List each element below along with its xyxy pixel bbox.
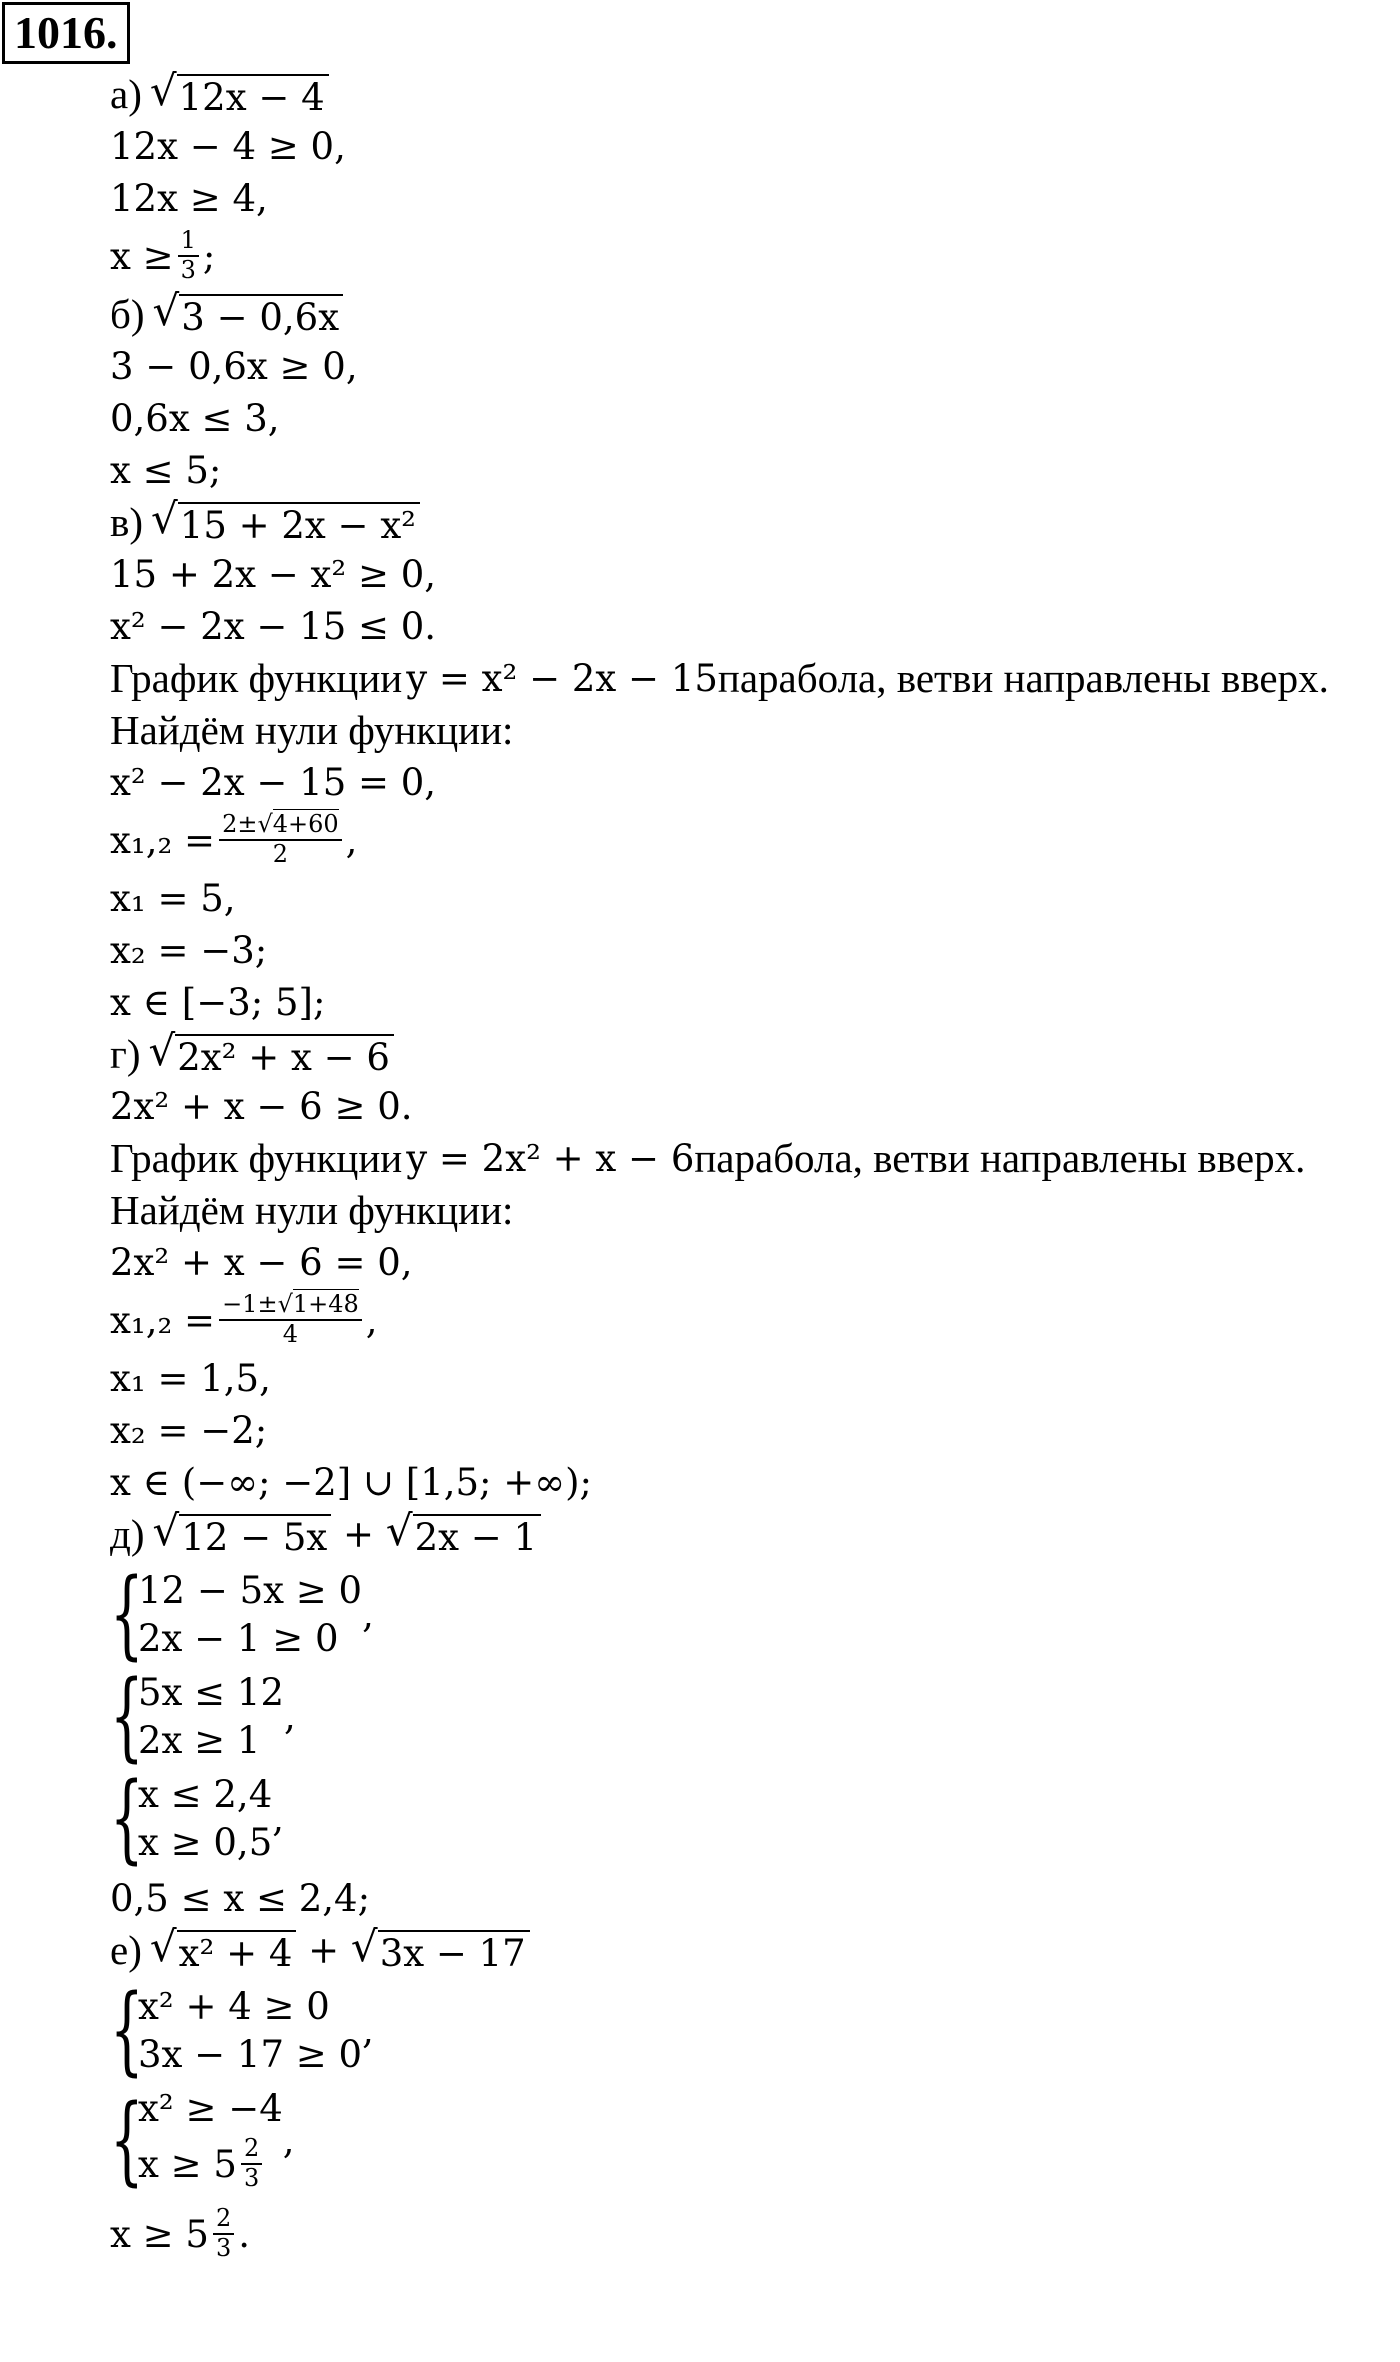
math-line: x ∈ (−∞; −2] ∪ [1,5; +∞);	[110, 1460, 592, 1504]
part-b-label: б)	[110, 291, 145, 337]
math-line: 0,6x ≤ 3,	[110, 396, 280, 440]
fraction: $\frac{-1\pm√1+48}{4}$	[219, 1291, 362, 1348]
brace-icon: {	[110, 1557, 144, 1670]
part-d-header: д) √ 12 − 5x + √ 2x − 1	[110, 1508, 1392, 1560]
math-line: x ≥ 5 $\frac{2}{3}$ .	[110, 2204, 250, 2262]
text-line: Найдём нули функции:	[110, 707, 514, 753]
math-line: 2x² + x − 6 = 0,	[110, 1240, 413, 1284]
part-a-header	[110, 65, 1392, 120]
equation-system: { x² ≥ −4 x ≥ 5 $\frac{2}{3}$ ,	[110, 2083, 295, 2196]
solution-body	[110, 65, 1392, 2266]
part-e-header: е) √ x² + 4 + √ 3x − 17	[110, 1924, 1392, 1976]
part-d-label: д)	[110, 1511, 145, 1557]
fraction: $\frac{1}{3}$	[178, 227, 199, 284]
sqrt-expression: √ 3 − 0,6x	[153, 290, 344, 339]
math-line: x ∈ [−3; 5];	[110, 980, 326, 1024]
math-line: 12x ≥ 4,	[110, 176, 268, 220]
part-b-header	[110, 285, 1392, 340]
sqrt-expression: √ 2x − 1	[386, 1510, 541, 1559]
math-line: x₂ = −2;	[110, 1408, 268, 1452]
equation-system: { x ≤ 2,4 x ≥ 0,5 ,	[110, 1761, 284, 1874]
text-line: Найдём нули функции:	[110, 1187, 514, 1233]
equation-system: { 5x ≤ 12 2x ≥ 1 ,	[110, 1659, 296, 1772]
math-line: 15 + 2x − x² ≥ 0,	[110, 552, 437, 596]
fraction: $\frac{2\pm√4+60}{2}$	[219, 811, 342, 868]
part-a-label: а)	[110, 71, 142, 117]
math-line: 0,5 ≤ x ≤ 2,4;	[110, 1876, 371, 1920]
brace-icon: {	[110, 1973, 144, 2086]
text-line: График функции y = x² − 2x − 15 парабола, ветви направлены вверх.	[110, 655, 1329, 701]
sqrt-expression: √ 2x² + x − 6	[148, 1030, 393, 1079]
math-line: 2x² + x − 6 ≥ 0.	[110, 1084, 413, 1128]
math-line: x₁,₂ = $\frac{2\pm√4+60}{2}$ ,	[110, 810, 358, 868]
part-e-label: е)	[110, 1927, 142, 1973]
part-v-label: в)	[110, 499, 144, 545]
math-line: x₁ = 1,5,	[110, 1356, 271, 1400]
sqrt-expression: √ x² + 4	[150, 1926, 297, 1975]
brace-icon: {	[110, 2083, 144, 2196]
sqrt-expression: √ 12x − 4	[150, 70, 329, 119]
equation-system: { 12 − 5x ≥ 0 2x − 1 ≥ 0 ,	[110, 1557, 374, 1670]
text-line: График функции y = 2x² + x − 6 парабола, ветви направлены вверх.	[110, 1135, 1306, 1181]
math-line: x² − 2x − 15 ≤ 0.	[110, 604, 437, 648]
math-line: x² − 2x − 15 = 0,	[110, 760, 437, 804]
math-line: 3 − 0,6x ≥ 0,	[110, 344, 358, 388]
math-line: x₁ = 5,	[110, 876, 236, 920]
math-line: x₁,₂ = $\frac{-1\pm√1+48}{4}$ ,	[110, 1290, 378, 1348]
fraction: $\frac{2}{3}$	[241, 2135, 262, 2192]
equation-system: { x² + 4 ≥ 0 3x − 17 ≥ 0 ,	[110, 1973, 374, 2086]
brace-icon: {	[110, 1659, 144, 1772]
part-g-header	[110, 1025, 1392, 1080]
sqrt-expression: √ 15 + 2x − x²	[151, 498, 420, 547]
part-g-label: г)	[110, 1031, 141, 1077]
fraction: $\frac{2}{3}$	[213, 2205, 234, 2262]
math-line: x₂ = −3;	[110, 928, 268, 972]
sqrt-expression: √ 12 − 5x	[153, 1510, 332, 1559]
brace-icon: {	[110, 1761, 144, 1874]
sqrt-expression: √ 3x − 17	[351, 1926, 530, 1975]
math-line: x ≤ 5;	[110, 448, 222, 492]
math-line: x ≥ $\frac{1}{3}$ ;	[110, 226, 216, 284]
part-v-header	[110, 493, 1392, 548]
task-number: 1016.	[2, 2, 130, 64]
math-line: 12x − 4 ≥ 0,	[110, 124, 346, 168]
